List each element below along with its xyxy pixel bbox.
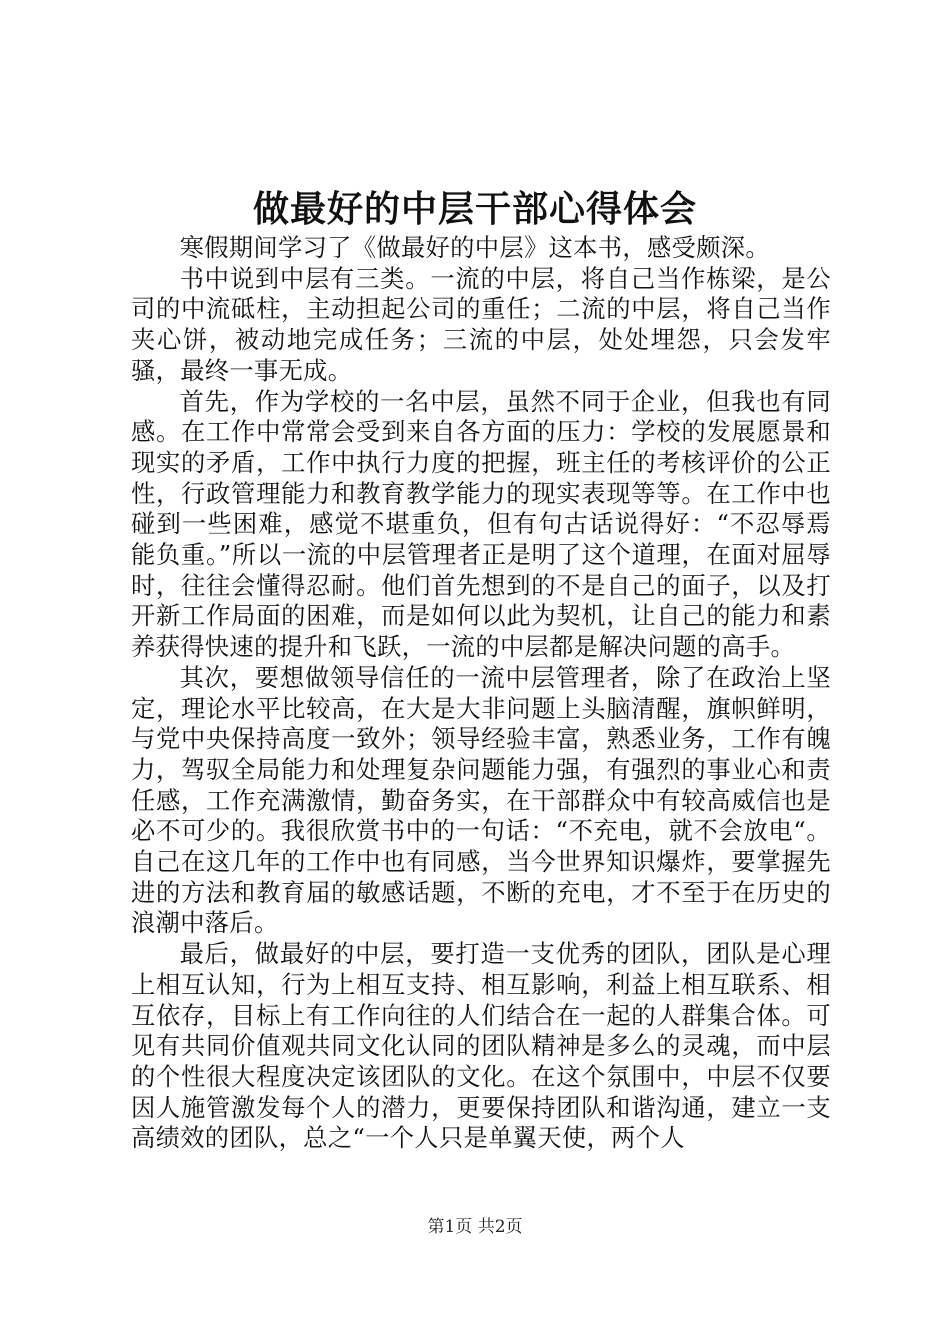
paragraph-intro: 寒假期间学习了《做最好的中层》这本书，感受颇深。 — [179, 233, 770, 262]
document-title: 做最好的中层干部心得体会 — [252, 188, 697, 230]
page-number-footer: 第1页 共2页 — [427, 1217, 523, 1237]
paragraph-three-types: 书中说到中层有三类。一流的中层，将自己当作栋梁，是公司的中流砥柱，主动担起公司的重任；二流的中层，将自己当作夹心饼，被动地完成任务；三流的中层，处处埋怨，只会发牢骚，最终一事无成。 — [131, 263, 831, 385]
paragraph-second: 其次，要想做领导信任的一流中层管理者，除了在政治上坚定，理论水平比较高，在大是大非问题上头脑清醒，旗帜鲜明，与党中央保持高度一致外；领导经验丰富，熟悉业务，工作有魄力，驾驭全局能力和处理复杂问题能力强，有强烈的事业心和责任感，工作充满激情，勤奋务实，在干部群众中有较高威信也是必不可少的。我很欣赏书中的一句话：“不充电，就不会放电“。自己在这几年的工作中也有同感，当今世界知识爆炸，要掌握先进的方法和教育届的敏感话题，不断的充电，才不至于在历史的浪潮中落后。 — [131, 662, 831, 938]
paragraph-first: 首先，作为学校的一名中层，虽然不同于企业，但我也有同感。在工作中常常会受到来自各方面的压力：学校的发展愿景和现实的矛盾，工作中执行力度的把握，班主任的考核评价的公正性，行政管理能力和教育教学能力的现实表现等等。在工作中也碰到一些困难，感觉不堪重负，但有句古话说得好：“不忍辱焉能负重。”所以一流的中层管理者正是明了这个道理，在面对屈辱时，往往会懂得忍耐。他们首先想到的不是自己的面子，以及打开新工作局面的困难，而是如何以此为契机，让自己的能力和素养获得快速的提升和飞跃，一流的中层都是解决问题的高手。 — [131, 386, 831, 662]
paragraph-last: 最后，做最好的中层，要打造一支优秀的团队，团队是心理上相互认知，行为上相互支持、相互影响，利益上相互联系、相互依存，目标上有工作向往的人们结合在一起的人群集合体。可见有共同价值观共同文化认同的团队精神是多么的灵魂，而中层的个性很大程度决定该团队的文化。在这个氛围中，中层不仅要因人施管激发每个人的潜力，更要保持团队和谐沟通，建立一支高绩效的团队，总之“一个人只是单翼天使，两个人 — [131, 939, 831, 1153]
document-body — [131, 233, 831, 1154]
